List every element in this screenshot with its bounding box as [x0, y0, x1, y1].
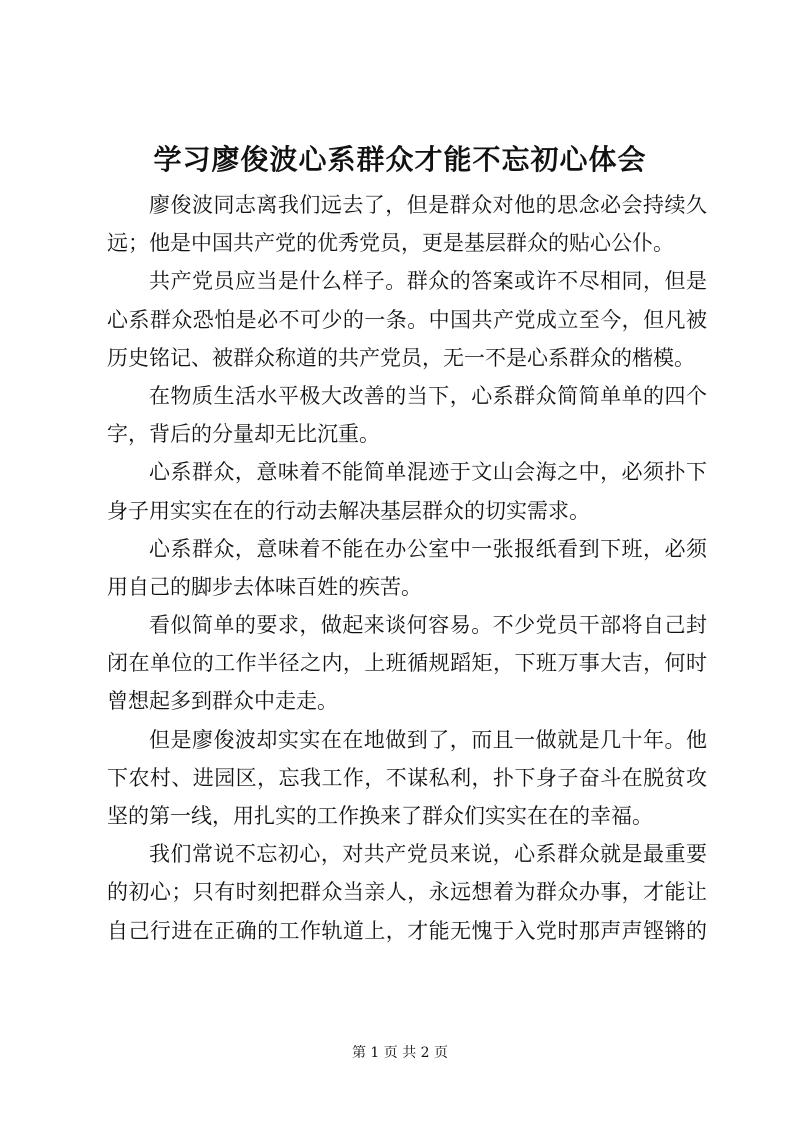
paragraph-line: 但是廖俊波却实实在在地做到了，而且一做就是几十年。他	[149, 727, 707, 752]
paragraph-line: 身子用实实在在的行动去解决基层群众的切实需求。	[107, 498, 590, 523]
paragraph-line: 坚的第一线，用扎实的工作换来了群众们实实在在的幸福。	[107, 804, 653, 828]
paragraph-line: 我们常说不忘初心，对共产党员来说，心系群众就是最重要	[149, 842, 707, 867]
paragraph-line: 心系群众，意味着不能简单混迹于文山会海之中，必须扑下	[149, 460, 707, 485]
page-indicator: 第 1 页 共 2 页	[351, 1045, 449, 1061]
document-title: 学习廖俊波心系群众才能不忘初心体会	[153, 143, 647, 176]
paragraph-line: 共产党员应当是什么样子。群众的答案或许不尽相同，但是	[149, 269, 707, 294]
paragraph-line: 心系群众，意味着不能在办公室中一张报纸看到下班，必须	[149, 536, 707, 561]
document-body	[107, 186, 707, 950]
paragraph-line: 的初心；只有时刻把群众当亲人，永远想着为群众办事，才能让	[107, 880, 707, 905]
paragraph-line: 曾想起多到群众中走走。	[107, 689, 338, 714]
paragraph-line: 远；他是中国共产党的优秀党员，更是基层群众的贴心公仆。	[107, 231, 674, 256]
paragraph-line: 看似简单的要求，做起来谈何容易。不少党员干部将自己封	[149, 613, 707, 638]
paragraph-line: 廖俊波同志离我们远去了，但是群众对他的思念必会持续久	[149, 193, 707, 217]
paragraph-line: 用自己的脚步去体味百姓的疾苦。	[107, 574, 422, 599]
paragraph-line: 心系群众恐怕是必不可少的一条。中国共产党成立至今，但凡被	[107, 307, 707, 332]
paragraph-line: 下农村、进园区，忘我工作，不谋私利，扑下身子奋斗在脱贫攻	[107, 765, 707, 790]
paragraph-line: 在物质生活水平极大改善的当下，心系群众简简单单的四个	[149, 383, 707, 408]
paragraph-line: 闭在单位的工作半径之内，上班循规蹈矩，下班万事大吉，何时	[107, 651, 707, 676]
paragraph-line: 历史铭记、被群众称道的共产党员，无一不是心系群众的楷模。	[107, 345, 695, 370]
paragraph-line: 自己行进在正确的工作轨道上，才能无愧于入党时那声声铿锵的	[107, 918, 707, 943]
paragraph-line: 字，背后的分量却无比沉重。	[107, 422, 380, 447]
